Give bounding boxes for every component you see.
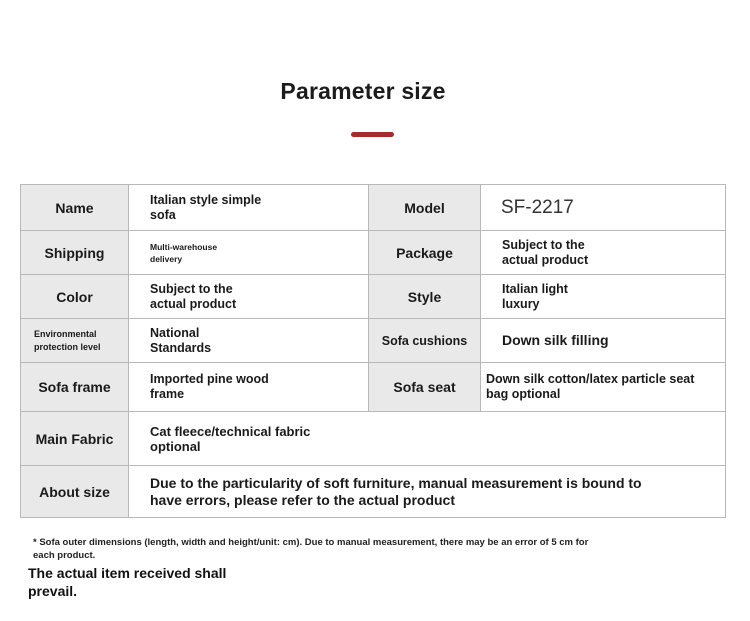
table-row [21,363,725,412]
value-package: Subject to the actual product [502,237,589,267]
value-model: SF-2217 [501,197,574,218]
label-model: Model [369,185,481,230]
title-underline [351,132,394,137]
value-name: Italian style simple sofa [129,185,369,230]
value-sofa-frame: Imported pine wood frame [129,363,369,411]
table-row [21,185,725,231]
page-title: Parameter size [280,78,446,104]
table-row [21,319,725,363]
table-row [21,412,725,466]
footer-disclaimer: The actual item received shall prevail. [28,565,227,599]
label-shipping: Shipping [21,231,129,274]
label-main-fabric: Main Fabric [21,412,129,465]
dimension-note: * Sofa outer dimensions (length, width and height/unit: cm). Due to manual measurement, there may be an error of 5 cm for each product. [33,537,589,561]
value-main-fabric: Cat fleece/technical fabric optional [150,423,311,454]
value-style: Italian light luxury [502,281,568,311]
label-sofa-seat: Sofa seat [369,363,481,411]
table-row [21,231,725,275]
parameter-table [20,184,726,518]
table-row [21,466,725,517]
label-package: Package [369,231,481,274]
value-sofa-cushions: Down silk filling [502,332,609,348]
label-sofa-cushions: Sofa cushions [369,319,481,362]
value-about-size: Due to the particularity of soft furniture, manual measurement is bound to have errors, please refer to the actual product [150,474,642,508]
value-color: Subject to the actual product [129,275,369,318]
value-environmental: National Standards [129,319,369,362]
value-sofa-seat: Down silk cotton/latex particle seat bag optional [486,372,695,401]
label-name: Name [21,185,129,230]
label-sofa-frame: Sofa frame [21,363,129,411]
label-about-size: About size [21,466,129,517]
table-row [21,275,725,319]
label-environmental: Environmental protection level [21,319,129,362]
value-shipping: Multi-warehouse delivery [129,231,369,274]
label-color: Color [21,275,129,318]
label-style: Style [369,275,481,318]
